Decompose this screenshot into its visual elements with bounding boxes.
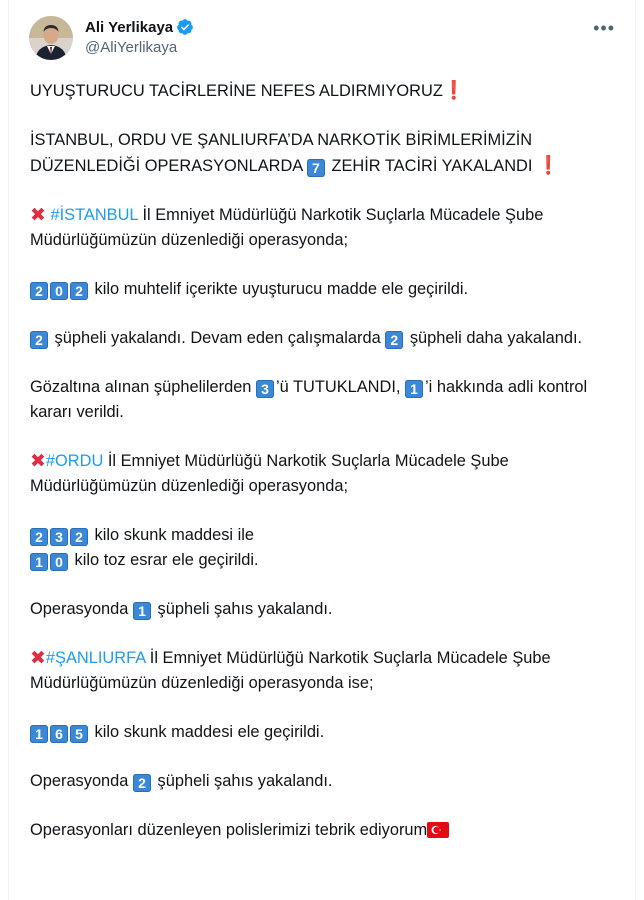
paragraph-closing	[30, 818, 615, 843]
keycap-icon: 2	[70, 528, 88, 546]
ordu-kilo-text-1: kilo skunk maddesi ile	[90, 526, 254, 544]
paragraph-istanbul-custody	[30, 375, 615, 424]
turkey-flag-icon	[427, 822, 449, 838]
keycap-icon: 1	[133, 602, 151, 620]
summary-text-1: İSTANBUL, ORDU VE ŞANLIURFA’DA NARKOTİK BİRİMLERİMİZİN DÜZENLEDİĞİ OPERASYONLARDA	[30, 131, 537, 175]
avatar-portrait-icon	[29, 16, 73, 60]
sanliurfa-op-text-2: şüpheli şahıs yakalandı.	[152, 772, 333, 790]
custody-text-1: Gözaltına alınan şüphelilerden	[30, 378, 256, 396]
keycap-icon: 3	[50, 528, 68, 546]
tweet-text	[30, 78, 615, 867]
sanliurfa-op-text-1: Operasyonda	[30, 772, 133, 790]
paragraph-ordu	[30, 449, 615, 499]
keycap-icon: 7	[307, 159, 325, 177]
verified-badge-icon[interactable]	[176, 18, 194, 36]
paragraph-istanbul-suspects	[30, 326, 615, 351]
more-options-icon[interactable]: •••	[593, 18, 615, 38]
ordu-kilo-text-2: kilo toz esrar ele geçirildi.	[70, 550, 259, 569]
author-name[interactable]: Ali Yerlikaya	[85, 18, 174, 36]
closing-text: Operasyonları düzenleyen polislerimizi tebrik ediyorum	[30, 821, 428, 839]
ordu-op-text-1: Operasyonda	[30, 599, 133, 618]
istanbul-suspects-text-1: şüpheli yakalandı. Devam eden çalışmalarda	[50, 329, 386, 347]
ordu-text: İl Emniyet Müdürlüğü Narkotik Suçlarla Mücadele Şube Müdürlüğümüzün düzenlediği operasyonda;	[30, 451, 514, 495]
author-handle[interactable]: @AliYerlikaya	[85, 39, 178, 56]
custody-text-2: ’ü TUTUKLANDI,	[275, 378, 406, 396]
istanbul-text: İl Emniyet Müdürlüğü Narkotik Suçlarla Mücadele Şube Müdürlüğümüzün düzenlediği operasyonda;	[30, 205, 548, 249]
headline-text: UYUŞTURUCU TACİRLERİNE NEFES ALDIRMIYORUZ	[30, 82, 443, 100]
tweet-header	[29, 16, 619, 64]
paragraph-sanliurfa-kilo	[30, 720, 615, 745]
keycap-icon: 3	[256, 380, 274, 398]
keycap-icon: 1	[30, 725, 48, 743]
paragraph-sanliurfa	[30, 646, 615, 696]
tweet-card	[8, 0, 636, 900]
hashtag-ordu[interactable]: #ORDU	[45, 451, 104, 470]
paragraph-headline	[30, 78, 615, 104]
keycap-icon: 2	[30, 331, 48, 349]
keycap-icon: 0	[50, 553, 68, 571]
ordu-op-text-2: şüpheli şahıs yakalandı.	[152, 599, 333, 618]
summary-text-2: ZEHİR TACİRİ YAKALANDI	[326, 156, 533, 175]
keycap-icon: 2	[385, 331, 403, 349]
hashtag-sanliurfa[interactable]: #ŞANLIURFA	[45, 648, 146, 667]
avatar[interactable]	[29, 16, 73, 60]
exclamation-icon: ❗	[537, 154, 560, 175]
hashtag-istanbul[interactable]: #İSTANBUL	[50, 205, 138, 224]
keycap-icon: 1	[30, 553, 48, 571]
keycap-icon: 2	[70, 282, 88, 300]
keycap-icon: 5	[70, 725, 88, 743]
cross-mark-icon: ✖	[30, 204, 46, 226]
custody-text-3: ’i hakkında adli kontrol kararı verildi.	[30, 378, 592, 421]
keycap-icon: 6	[50, 725, 68, 743]
paragraph-ordu-operation	[30, 597, 615, 622]
paragraph-summary	[30, 128, 615, 178]
exclamation-icon: ❗	[442, 80, 466, 100]
author-name-row	[85, 18, 194, 36]
paragraph-istanbul	[30, 203, 615, 253]
paragraph-istanbul-kilo	[30, 277, 615, 302]
sanliurfa-kilo-text: kilo skunk maddesi ele geçirildi.	[90, 723, 325, 741]
keycap-icon: 2	[133, 774, 151, 792]
istanbul-kilo-text: kilo muhtelif içerikte uyuşturucu madde ele geçirildi.	[90, 280, 469, 298]
cross-mark-icon: ✖	[30, 450, 46, 472]
keycap-icon: 1	[405, 380, 423, 398]
istanbul-suspects-text-2: şüpheli daha yakalandı.	[405, 329, 583, 347]
keycap-icon: 2	[30, 282, 48, 300]
paragraph-sanliurfa-operation	[30, 769, 615, 794]
keycap-icon: 2	[30, 528, 48, 546]
keycap-icon: 0	[50, 282, 68, 300]
paragraph-ordu-kilo	[30, 523, 615, 572]
sanliurfa-text: İl Emniyet Müdürlüğü Narkotik Suçlarla Mücadele Şube Müdürlüğümüzün düzenlediği operasyonda ise;	[30, 648, 556, 692]
cross-mark-icon: ✖	[30, 647, 46, 669]
